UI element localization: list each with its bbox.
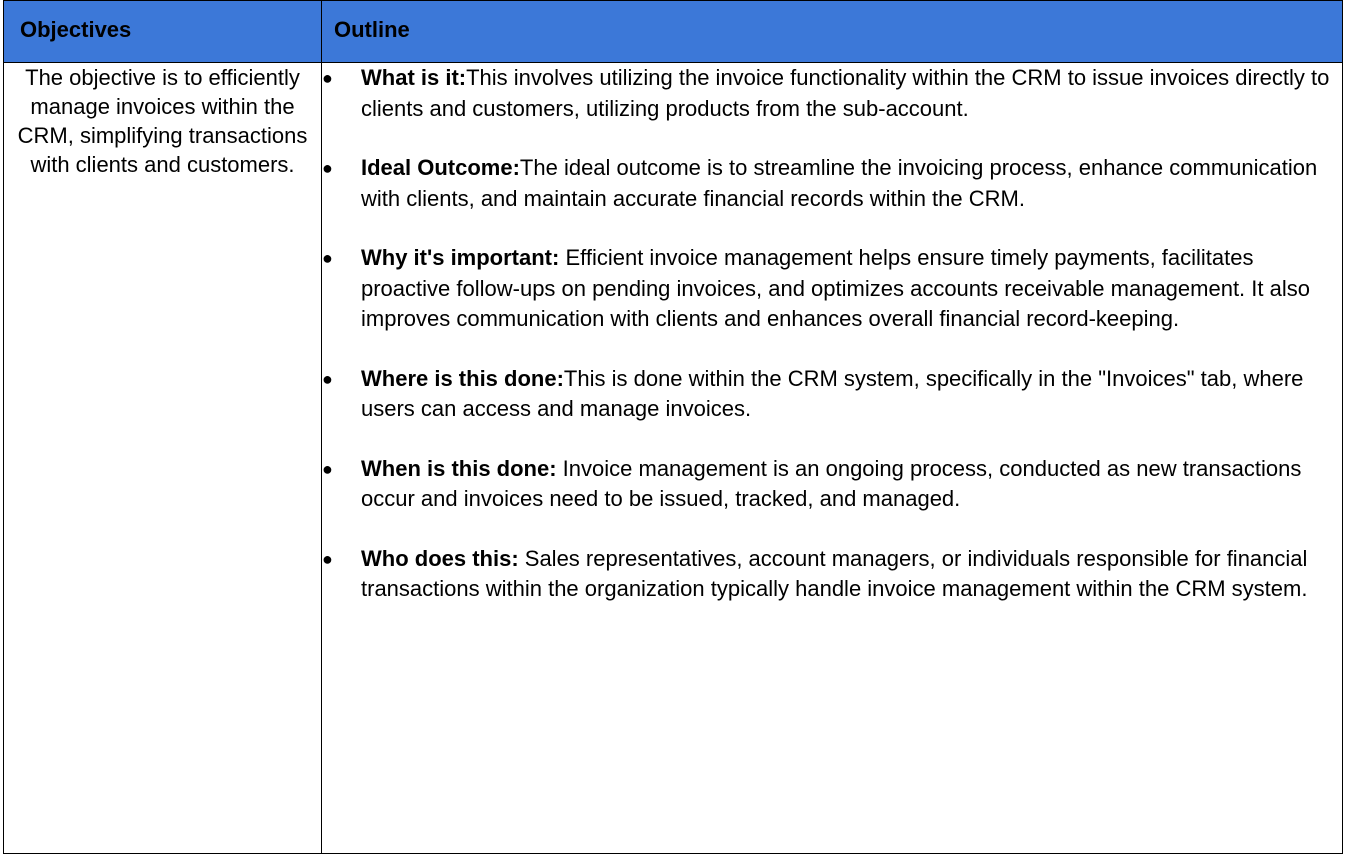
outline-item-text: Efficient invoice management helps ensure timely payments, facilitates proactive follow-ups on pending invoices, and optimizes accounts receivable management. It also improves communication with clients and enhances overall financial record-keeping. bbox=[361, 245, 1310, 331]
bullet-icon: ● bbox=[322, 158, 333, 178]
outline-item-label: Ideal Outcome: bbox=[361, 155, 520, 180]
header-objectives bbox=[4, 1, 322, 63]
outline-item bbox=[322, 364, 1342, 425]
outline-item bbox=[322, 544, 1342, 605]
outline-item bbox=[322, 63, 1342, 124]
bullet-icon: ● bbox=[322, 548, 333, 569]
objective-text: The objective is to efficiently manage invoices within the CRM, simplifying transactions with clients and customers. bbox=[17, 65, 308, 177]
objective-cell bbox=[4, 63, 322, 854]
bullet-icon: ● bbox=[322, 368, 333, 389]
outline-item-text: The ideal outcome is to streamline the invoicing process, enhance communication with clients, and maintain accurate financial records within the CRM. bbox=[361, 155, 1318, 211]
outline-item-label: Who does this: bbox=[361, 545, 519, 571]
outline-item bbox=[322, 454, 1342, 515]
outline-item-label: When is this done: bbox=[361, 455, 557, 481]
outline-item-text: Sales representatives, account managers, or individuals responsible for financial transactions within the organization typically handle invoice management within the CRM system. bbox=[361, 545, 1308, 601]
outline-item bbox=[322, 153, 1342, 214]
outline-item-text: Invoice management is an ongoing process, conducted as new transactions occur and invoices need to be issued, tracked, and managed. bbox=[361, 455, 1302, 511]
header-objectives-label: Objectives bbox=[20, 16, 132, 42]
outline-item-label: Why it's important: bbox=[361, 245, 560, 270]
header-outline-label: Outline bbox=[334, 16, 410, 42]
header-outline bbox=[322, 1, 1343, 63]
outline-cell bbox=[322, 63, 1343, 854]
outline-item-label: What is it: bbox=[361, 65, 467, 90]
outline-item-text: This is done within the CRM system, specifically in the "Invoices" tab, where users can access and manage invoices. bbox=[361, 365, 1304, 421]
bullet-icon: ● bbox=[322, 68, 333, 88]
bullet-icon: ● bbox=[322, 458, 333, 479]
outline-list bbox=[322, 63, 1342, 605]
outline-item-label: Where is this done: bbox=[361, 365, 564, 391]
outline-item-text: This involves utilizing the invoice functionality within the CRM to issue invoices directly to clients and customers, utilizing products from the sub-account. bbox=[361, 65, 1330, 121]
bullet-icon: ● bbox=[322, 248, 333, 268]
outline-item bbox=[322, 243, 1342, 335]
table-body-row bbox=[4, 63, 1343, 854]
objectives-outline-table bbox=[3, 0, 1343, 854]
table-header-row bbox=[4, 1, 1343, 63]
